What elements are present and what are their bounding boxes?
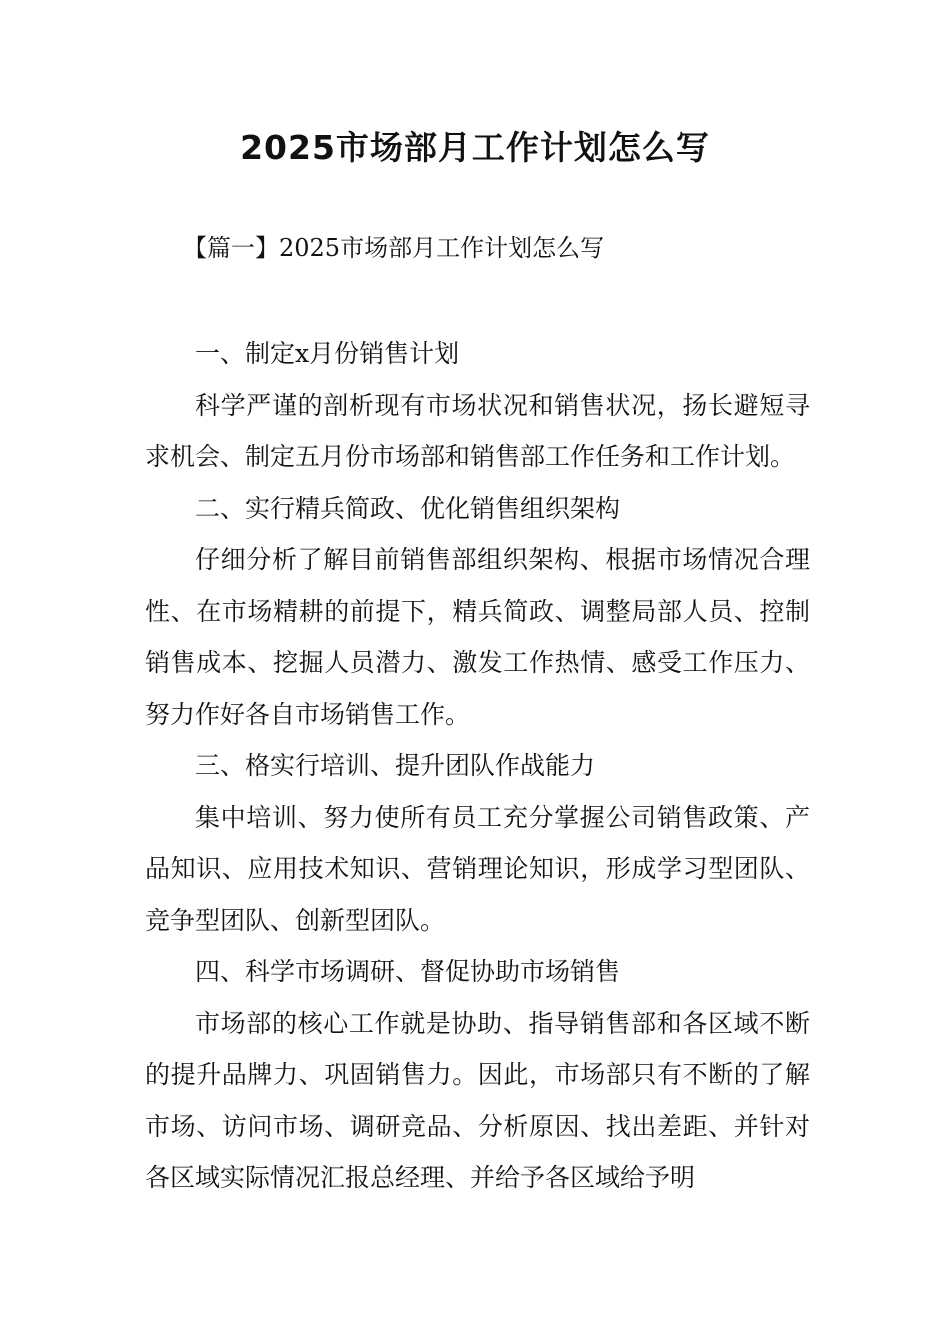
document-subtitle: 【篇一】2025市场部月工作计划怎么写 [183, 234, 605, 262]
section-heading-4: 四、科学市场调研、督促协助市场销售 [195, 957, 621, 986]
paragraph-2: 仔细分析了解目前销售部组织架构、根据市场情况合理性、在市场精耕的前提下，精兵简政、调整局部人员、控制销售成本、挖掘人员潜力、激发工作热情、感受工作压力、努力作好各自市场销售工作。 [145, 545, 810, 729]
section-heading-3: 三、格实行培训、提升团队作战能力 [195, 751, 596, 780]
document-body [145, 328, 810, 1204]
paragraph-4: 市场部的核心工作就是协助、指导销售部和各区域不断的提升品牌力、巩固销售力。因此，市场部只有不断的了解市场、访问市场、调研竞品、分析原因、找出差距、并针对各区域实际情况汇报总经理、并给予各区域给予明 [145, 1008, 810, 1192]
document-title: 2025市场部月工作计划怎么写 [240, 128, 710, 167]
paragraph-3: 集中培训、努力使所有员工充分掌握公司销售政策、产品知识、应用技术知识、营销理论知识，形成学习型团队、竞争型团队、创新型团队。 [145, 802, 810, 935]
section-heading-2: 二、实行精兵简政、优化销售组织架构 [195, 493, 621, 523]
section-heading-1: 一、制定x月份销售计划 [195, 339, 460, 368]
paragraph-1: 科学严谨的剖析现有市场状况和销售状况，扬长避短寻求机会、制定五月份市场部和销售部工作任务和工作计划。 [145, 390, 810, 471]
